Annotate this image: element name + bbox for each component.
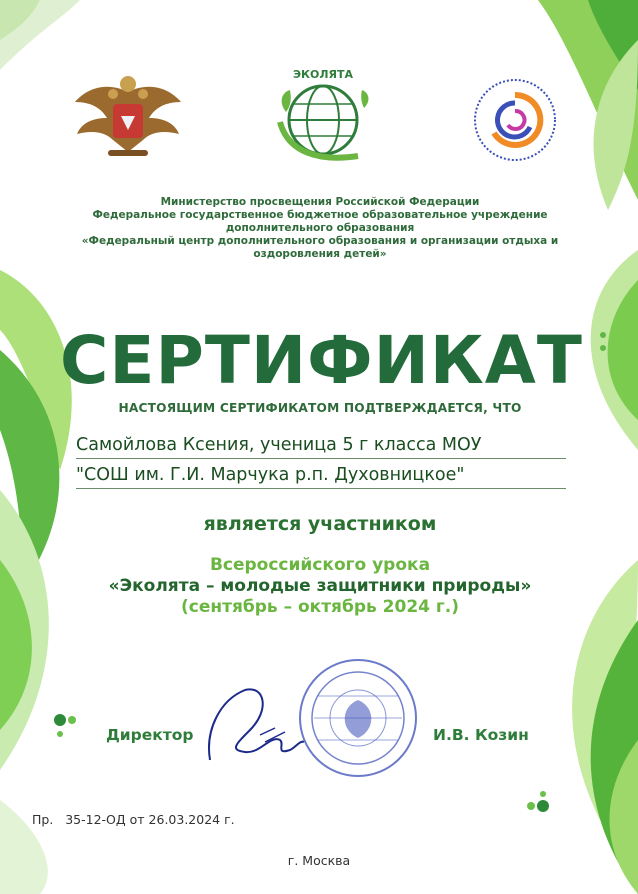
ministry-line-3: дополнительного образования xyxy=(225,222,415,234)
dots-right-lower xyxy=(525,788,555,818)
ministry-line-2: Федеральное государственное бюджетное образовательное учреждение xyxy=(92,209,548,221)
lesson-line-1: Всероссийского урока xyxy=(209,555,431,575)
dots-left-lower xyxy=(52,712,82,742)
recipient-line-2: "СОШ им. Г.И. Марчука р.п. Духовницкое" xyxy=(76,463,566,489)
lesson-line-2: «Эколята – молодые защитники природы» xyxy=(108,576,532,596)
left-leaves xyxy=(0,230,110,790)
lesson-block xyxy=(60,555,580,618)
ministry-line-5: оздоровления детей» xyxy=(253,248,387,260)
official-stamp xyxy=(296,656,420,780)
participant-status: является участником xyxy=(203,513,437,535)
lesson-line-3: (сентябрь – октябрь 2024 г.) xyxy=(180,597,460,617)
director-label: Директор xyxy=(106,726,194,744)
recipient-line-1: Самойлова Ксения, ученица 5 г класса МОУ xyxy=(76,433,566,459)
dots-right-upper xyxy=(596,330,610,354)
order-reference: Пр. 35-12-ОД от 26.03.2024 г. xyxy=(32,812,235,827)
director-name: И.В. Козин xyxy=(433,726,529,744)
city-label: г. Москва xyxy=(287,853,351,868)
ministry-line-4: «Федеральный центр дополнительного образования и организации отдыха и xyxy=(81,235,559,247)
ministry-header xyxy=(70,196,570,261)
certificate-subtitle: НАСТОЯЩИМ СЕРТИФИКАТОМ ПОДТВЕРЖДАЕТСЯ, ЧТО xyxy=(118,401,522,415)
ministry-line-1: Министерство просвещения Российской Федерации xyxy=(160,196,480,208)
center-ring-logo xyxy=(470,75,560,165)
ecolyata-logo xyxy=(268,62,378,172)
certificate-title: СЕРТИФИКАТ xyxy=(60,322,583,399)
ecolyata-logo-text: ЭКОЛЯТА xyxy=(292,68,354,81)
ministry-emblem-logo xyxy=(73,72,183,164)
director-signature xyxy=(200,680,310,770)
dots-left xyxy=(28,470,68,490)
